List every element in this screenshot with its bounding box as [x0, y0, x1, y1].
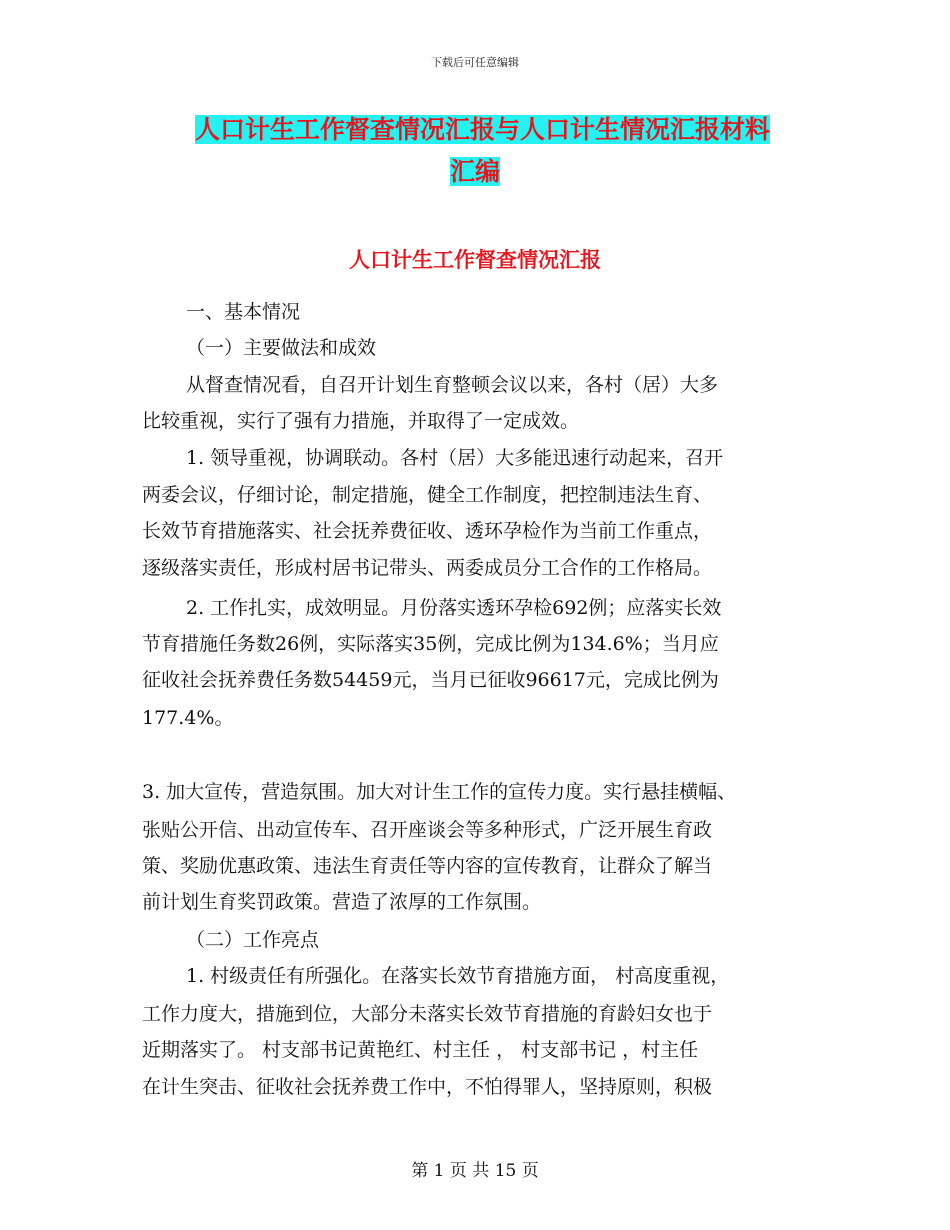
paragraph-line: 比较重视，实行了强有力措施，并取得了一定成效。 [142, 410, 580, 432]
paragraph-line: 在计生突击、征收社会抚养费工作中，不怕得罪人，坚持原则，积极 [142, 1076, 713, 1098]
paragraph-line: 征收社会抚养费任务数54459元，当月已征收96617元，完成比例为 [142, 669, 719, 691]
page-header: 下载后可任意编辑 [431, 56, 519, 69]
paragraph-line: 长效节育措施落实、社会抚养费征收、透环孕检作为当前工作重点， [142, 520, 713, 542]
paragraph-line: 节育措施任务数26例，实际落实35例，完成比例为134.6%；当月应 [142, 633, 719, 655]
paragraph-line: 177.4%。 [142, 707, 234, 729]
paragraph-line: 近期落实了。 村支部书记黄艳红、村主任 ， 村支部书记 ，村主任 [142, 1039, 699, 1061]
document-title-line-2: 汇编 [449, 157, 500, 186]
paragraph-line: 前计划生育奖罚政策。营造了浓厚的工作氛围。 [142, 891, 542, 913]
paragraph-line: 工作力度大，措施到位，大部分未落实长效节育措施的育龄妇女也于 [142, 1003, 713, 1025]
subheading-methods: （一）主要做法和成效 [186, 337, 377, 359]
document-title-line-1: 人口计生工作督查情况汇报与人口计生情况汇报材料 [195, 115, 771, 144]
section-title: 人口计生工作督查情况汇报 [349, 247, 601, 272]
paragraph-line: 逐级落实责任，形成村居书记带头、两委成员分工合作的工作格局。 [142, 557, 713, 579]
paragraph-line: 1. 村级责任有所强化。在落实长效节育措施方面， 村高度重视， [186, 965, 730, 987]
heading-basic: 一、基本情况 [186, 301, 301, 323]
paragraph-line: 3. 加大宣传，营造氛围。加大对计生工作的宣传力度。实行悬挂横幅、 [142, 781, 737, 803]
paragraph-line: 两委会议，仔细讨论，制定措施，健全工作制度，把控制违法生育、 [142, 484, 713, 506]
paragraph-line: 张贴公开信、出动宣传车、召开座谈会等多种形式，广泛开展生育政 [142, 819, 713, 841]
page-footer: 第 1 页 共 15 页 [411, 1161, 539, 1181]
paragraph-line: 1. 领导重视，协调联动。各村（居）大多能迅速行动起来，召开 [186, 447, 724, 469]
subheading-highlights: （二）工作亮点 [186, 929, 320, 951]
paragraph-line: 2. 工作扎实，成效明显。月份落实透环孕检692例；应落实长效 [186, 597, 722, 619]
paragraph-line: 策、奖励优惠政策、违法生育责任等内容的宣传教育，让群众了解当 [142, 855, 713, 877]
paragraph-line: 从督查情况看，自召开计划生育整顿会议以来，各村（居）大多 [186, 374, 719, 396]
